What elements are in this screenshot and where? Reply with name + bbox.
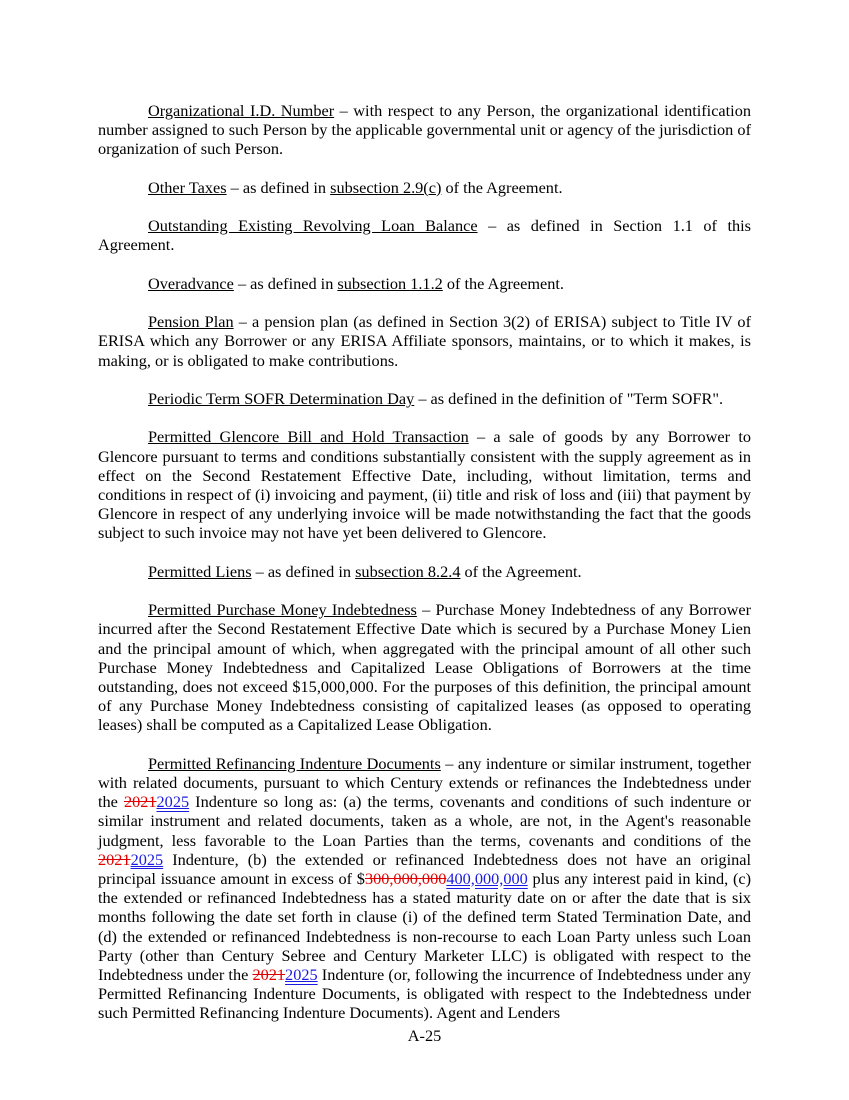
paragraph — [98, 178, 751, 197]
defined-term: subsection 8.2.4 — [355, 561, 461, 581]
text-run: – as defined in Section 1.1 of this Agreement. — [98, 216, 751, 255]
text-run: of the Agreement. — [441, 177, 563, 197]
text-run: of the Agreement. — [460, 561, 582, 581]
inserted-text: 400,000,000 — [446, 868, 528, 888]
defined-term: Pension Plan — [148, 312, 234, 332]
text-run: – as defined in — [251, 561, 356, 581]
text-run: – as defined in — [226, 177, 331, 197]
paragraph — [98, 427, 751, 542]
paragraph — [98, 754, 751, 1023]
text-run: of the Agreement. — [442, 273, 564, 293]
text-run: – with respect to any Person, the organizational identification number assigned to such Person by the applicable governmental unit or agency of the jurisdiction of organization of such Person. — [98, 101, 751, 159]
text-run: – a sale of goods by any Borrower to Glencore pursuant to terms and conditions substantially consistent with the supply agreement as in effect on the Second Restatement Effective Date, including, without limitation, terms and conditions in respect of (i) invoicing and payment, (ii) title and risk of loss and (iii) that payment by Glencore in respect of any underlying invoice will be made notwithstanding the fact that the goods subject to such invoice may not have yet been delivered to Glencore. — [98, 427, 751, 543]
paragraph — [98, 101, 751, 159]
text-run: – as defined in the definition of "Term SOFR". — [414, 388, 724, 408]
defined-term: Other Taxes — [148, 177, 227, 197]
paragraph — [98, 389, 751, 408]
defined-term: Permitted Purchase Money Indebtedness — [148, 600, 417, 620]
text-run: – a pension plan (as defined in Section 3(2) of ERISA) subject to Title IV of ERISA which any Borrower or any ERISA Affiliate sponsors, maintains, or to which it makes, is making, or is obligated to make contributions. — [98, 312, 751, 370]
defined-term: subsection 2.9(c) — [330, 177, 442, 197]
text-run: – as defined in — [233, 273, 338, 293]
inserted-text: 2025 — [156, 792, 190, 812]
defined-term: Permitted Liens — [148, 561, 252, 581]
text-run: – Purchase Money Indebtedness of any Borrower incurred after the Second Restatement Effective Date which is secured by a Purchase Money Lien and the principal amount of which, when aggregated with the principal amount of all other such Purchase Money Indebtedness and Capitalized Lease Obligations of Borrowers at the time outstanding, does not exceed $15,000,000. For the purposes of this definition, the principal amount of any Purchase Money Indebtedness consisting of capitalized leases (as opposed to operating leases) shall be computed as a Capitalized Lease Obligation. — [98, 600, 751, 735]
deleted-text: 2021 — [123, 792, 157, 812]
defined-term: Periodic Term SOFR Determination Day — [148, 388, 415, 408]
defined-term: subsection 1.1.2 — [337, 273, 443, 293]
text-run: Indenture so long as: (a) the terms, covenants and conditions of such indenture or similar instrument and related documents, taken as a whole, are not, in the Agent's reasonable judgment, less favorable to the Loan Parties than the terms, covenants and conditions of the — [98, 792, 751, 850]
document-body — [98, 101, 751, 1042]
paragraph — [98, 312, 751, 370]
page-number: A-25 — [407, 1026, 442, 1045]
defined-term: Organizational I.D. Number — [148, 101, 335, 120]
inserted-text: 2025 — [285, 965, 318, 984]
deleted-text: 2021 — [98, 849, 131, 869]
defined-term: Permitted Refinancing Indenture Documents — [148, 753, 441, 773]
text-run: – any indenture or similar instrument, together with related documents, pursuant to which Century extends or refinances the Indebtedness under the — [98, 753, 751, 812]
text-run: Indenture, (b) the extended or refinanced Indebtedness does not have an original principal issuance amount in excess of $ — [98, 849, 751, 888]
paragraph — [98, 274, 751, 293]
deleted-text: 2021 — [252, 965, 286, 984]
paragraph — [98, 216, 751, 254]
text-run: Indenture (or, following the incurrence of Indebtedness under any Permitted Refinancing Indenture Documents, is obligated with respect to the Indebtedness under such Permitted Refinancing Indenture Documents). Agent and Lenders — [98, 965, 751, 1023]
inserted-text: 2025 — [130, 849, 164, 869]
defined-term: Outstanding Existing Revolving Loan Balance — [148, 216, 478, 236]
paragraph — [98, 600, 751, 734]
text-run: plus any interest paid in kind, (c) the extended or refinanced Indebtedness has a stated maturity date on or after the date that is six months following the date set forth in clause (i) of the defined term Stated Termination Date, and (d) the extended or refinanced Indebtedness is non-recourse to each Loan Party unless such Loan Party (other than Century Sebree and Century Marketer LLC) is obligated with respect to the Indebtedness under the — [98, 868, 752, 984]
deleted-text: 300,000,000 — [364, 868, 447, 888]
defined-term: Overadvance — [148, 273, 234, 293]
defined-term: Permitted Glencore Bill and Hold Transaction — [148, 427, 469, 447]
paragraph — [98, 562, 751, 581]
